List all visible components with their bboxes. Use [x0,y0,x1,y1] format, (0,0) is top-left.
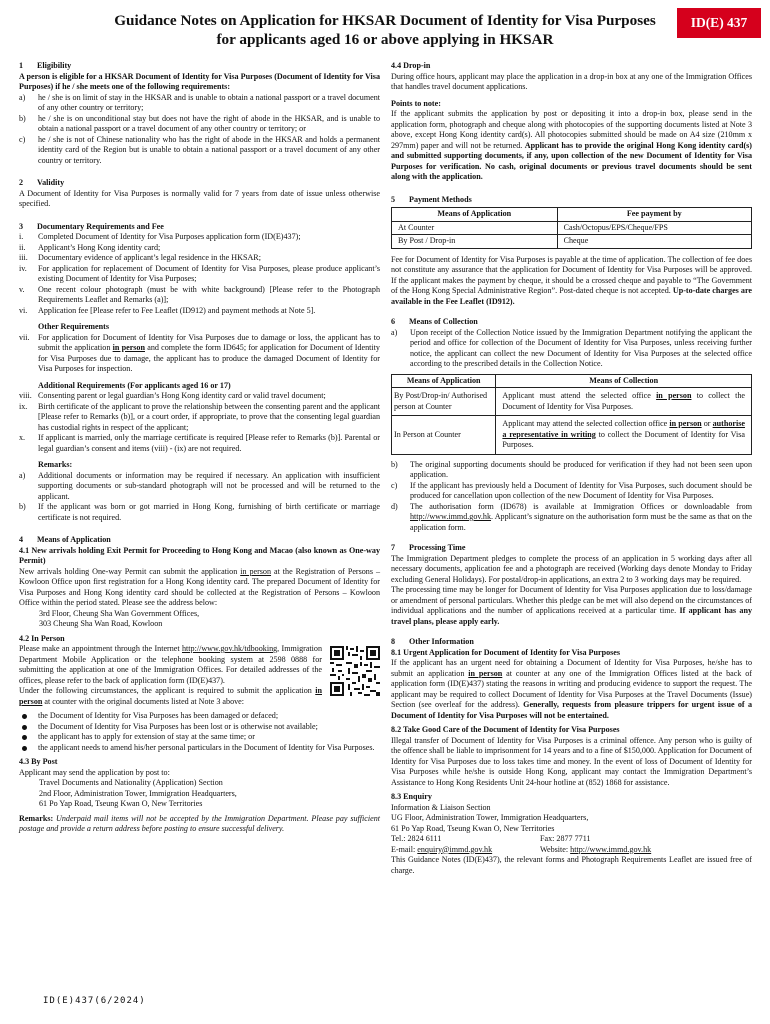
address-line: 2nd Floor, Administration Tower, Immigration Headquarters, [39,788,237,798]
address-line: 303 Cheung Sha Wan Road, Kowloon [39,619,163,628]
page-title [95,11,675,49]
telephone: Tel.: 2824 6111 [391,834,442,843]
list-item: x. If applicant is married, only the marriage certificate is required [Please refer to Remarks (b)]. Parental or legal guardian’s consent and items (viii) - (ix) are not required. [19,433,380,453]
form-code-badge: ID(E) 437 [677,8,761,38]
table-cell: Applicant may attend the selected collection office in person or authorise a representative in writing to collect the Document of Identity for Visa Purposes. [496,416,752,455]
list-item: a) Additional documents or information may be required if necessary. An application with insufficient supporting documents or sub-standard photograph will not be processed and will be returned to the applicant. [19,470,380,501]
list-item: a) he / she is on limit of stay in the HKSAR and is unable to obtain a national passport or a travel document of any other country or territory; [19,92,380,112]
section-means-of-application: 4 Means of Application 4.1 New arrivals holding Exit Permit for Proceeding to Hong Kong and Macao (also known as One-way Permit) New arrivals holding One-way Permit can submit the application in person at the Registration of Persons – Kowloon Office upon first registration for a Hong Kong identity card. The prepared Document of Identity for Visa Purposes and Hong Kong identity card should be collected at the Registration of Persons – Kowloon Office within the period stated. Please see the address below: 3rd Floor, Cheung Sha Wan Government Offices, 303 Cheung Sha Wan Road, Kowloon 4.2 In Person Please make an appointment through the Internet http://www.gov.hk/tdbooking, Immigration Department Mobile Application or the telephone booking system at 2598 0888 for submitting the application at one of the Immigration Offices. For detailed addresses of the offices, please refer to the back of application form (ID(E)437). Under the following circumstances, the applicant is required to submit the application in person at counter with the original documents listed at Note 3 above: the Document of Identity for Visa Purposes has been damaged or defaced; the Document of Identity for Visa Purposes has been lost or is otherwise not available; the applicant has to apply for extension of stay at the same time; or the applicant needs to amend his/her personal particulars in the Document of Identity for Visa Purposes. 4.3 By Post Applicant may send the application by post to: Travel Documents and Nationality (Application) Section 2nd Floor, Administration Tower, Immigration Headquarters, 61 Po Yap Road, Tseung Kwan O, New Territories Remarks: Underpaid mail items will not be accepted by the Immigration Department. Please pay sufficient postage and provide a return address before posting to ensure successful delivery. [19,535,380,833]
other-requirements-heading: Other Requirements [38,322,109,331]
list-item: ii. Applicant’s Hong Kong identity card; [19,242,161,252]
table-row [392,235,752,249]
list-item: v. One recent colour photograph (must be with white background) [Please refer to the Photograph Requirements Leaflet and Remarks (a)]; [19,284,380,304]
list-item: a) Upon receipt of the Collection Notice issued by the Immigration Department notifying the applicant the period and office for collection of the Document of Identity for Visa Purposes, unless receiving further notice, the applicant can collect the new Document of Identity for Visa Purposes at the selected office according to the prescribed details in the Collection Notice. [391,327,752,368]
right-column [391,61,752,876]
section-heading: Processing Time [409,543,466,552]
list-item: iv. For application for replacement of Document of Identity for Visa Purposes, please produce applicant’s existing Document of Identity for Visa Purposes; [19,263,380,283]
table-cell: Cash/Octopus/EPS/Cheque/FPS [557,221,751,235]
additional-requirements-heading: Additional Requirements (For applicants aged 16 or 17) [38,380,231,390]
list-item: iii. Documentary evidence of applicant’s legal residence in the HKSAR; [19,253,261,262]
subsection-heading: 4.3 By Post [19,757,58,766]
table-cell: By Post / Drop-in [392,235,558,249]
section-other-information: 8 Other Information 8.1 Urgent Application for Document of Identity for Visa Purposes If the applicant has an urgent need for obtaining a Document of Identity for Visa Purposes, he/she has to submit an application in person at counter at any one of the Immigration Offices listed at the back of application form (ID(E)437) stating the reasons in writing and producing evidence to support the request. The applicant may be required to collect Document of Identity for Visa Purposes at the Travel Documents (Issue) Section (see overleaf for the address). Generally, requests from pleasure trippers for urgent issue of a Document of Identity for Visa Purposes will not be entertained. 8.2 Take Good Care of the Document of Identity for Visa Purposes Illegal transfer of Document of Identity for Visa Purposes is a criminal offence. Any person who is guilty of the offence shall be liable to imprisonment for 14 years and to a fine of $150,000. Application for Document of Identity for Visa Purposes due to loss takes time and money. In the event of loss of Document of Identity for Visa Purposes while he/she is outside Hong Kong, applicant may contact the Immigration Department’s Assistance to Hong Kong Residents Unit 24-hour hotline at (852) 1868 for assistance. 8.3 Enquiry Information & Liaison Section UG Floor, Administration Tower, Immigration Headquarters, 61 Po Yap Road, Tseung Kwan O, New Territories Tel.: 2824 6111 Fax: 2877 7711 E-mail: enquiry@immd.gov.hk Website: http://www.immd.gov.hk This Guidance Notes (ID(E)437), the relevant forms and Photograph Requirements Leaflet are issued free of charge. [391,637,753,875]
table-header: Fee payment by [557,208,751,222]
section-validity: 2 Validity A Document of Identity for Visa Purposes is normally valid for 7 years from date of issue unless otherwise specified. [19,178,380,208]
section-means-of-collection: 6 Means of Collection a) Upon receipt of the Collection Notice issued by the Immigration Department notifying the applicant the period and office for collection of the Document of Identity for Visa Purposes, unless receiving further notice, the applicant can collect the new Document of Identity for Visa Purposes at the selected office according to the prescribed details in the Collection Notice. Means of Application Means of Collection By Post/Drop-in/ Authorised person at Counter Applicant must attend the selected office in person to collect the Document of Identity for Visa Purposes. In Person at Counter Applicant may attend the selected collection office in person or authorise a representative in writing to collect the Document of Identity for Visa Purposes. b) The original supporting documents should be produced for verification if they had not been seen upon application. c) If the applicant has previously held a Document of Identity for Visa Purposes, such document should be produced for cancellation upon collection of the new Document of Identity for Visa Purposes. d) The authorisation form (ID678) is available at Immigration Offices or downloadable from http://www.immd.gov.hk. Applicant’s signature on the authorisation form must be the same as that on the application form. [391,317,752,532]
email-link[interactable]: enquiry@immd.gov.hk [417,844,493,854]
section-heading: Means of Collection [409,317,478,326]
qr-code-icon [330,646,380,696]
collection-table [391,374,752,455]
list-item: vi. Application fee [Please refer to Fee Leaflet (ID912) and payment methods at Note 5]. [19,305,316,315]
tdbooking-link[interactable]: http://www.gov.hk/tdbooking [181,644,278,653]
list-item: c) If the applicant has previously held a Document of Identity for Visa Purposes, such document should be produced for cancellation upon collection of the new Document of Identity for Visa Purposes. [391,480,752,500]
left-column [19,61,380,835]
list-item: the Document of Identity for Visa Purposes has been damaged or defaced; [19,711,380,722]
table-row [392,416,752,455]
section-heading: Other Information [409,637,474,646]
list-item: b) The original supporting documents should be produced for verification if they had not been seen upon application. [391,459,752,479]
list-item: d) The authorisation form (ID678) is available at Immigration Offices or downloadable from http://www.immd.gov.hk. Applicant’s signature on the authorisation form must be the same as that on the application form. [391,501,752,532]
list-item: vii. For application for Document of Identity for Visa Purposes due to damage or loss, the applicant has to submit the application in person and complete the form ID645; for application for Document of Identity for Visa Purposes due to damage, the applicant has to produce the damaged Document of Identity for Visa Purposes for inspection. [19,332,380,373]
table-cell: In Person at Counter [392,416,496,455]
subsection-heading: 8.2 Take Good Care of the Document of Identity for Visa Purposes [391,725,620,734]
table-header: Means of Collection [496,374,752,388]
bullet-icon [22,746,27,751]
section-drop-in: 4.4 Drop-in During office hours, applicant may place the application in a drop-in box at any one of the Immigration Offices that handles travel document applications. Points to note: If the applicant submits the application by post or depositing it into a drop-in box, please send in the application form, photograph and cheque along with photocopies of the supporting documents listed at Note 3 above, except Hong Kong identity card(s). All photocopies submitted should be made on A4 size (210mm x 297mm) paper and will not be returned. Applicant has to provide the original Hong Kong identity card(s) and submitted supporting documents, if any, upon collection of the new Document of Identity for Visa Purposes for verification. No cash, original documents or previous travel documents should be sent along with the application. [391,61,753,181]
subsection-heading: 4.1 New arrivals holding Exit Permit for Proceeding to Hong Kong and Macao (also known as One-way Permit) [19,545,380,565]
section-documentary-requirements: 3 Documentary Requirements and Fee i. Completed Document of Identity for Visa Purposes application form (ID(E)437); ii. Applicant’s Hong Kong identity card; iii. Documentary evidence of applicant’s legal residence in the HKSAR; iv. For application for replacement of Document of Identity for Visa Purposes, please produce applicant’s existing Document of Identity for Visa Purposes; v. One recent colour photograph (must be with white background) [Please refer to the Photograph Requirements Leaflet and Remarks (a)]; vi. Application fee [Please refer to Fee Leaflet (ID912) and payment methods at Note 5]. Other Requirements vii. For application for Document of Identity for Visa Purposes due to damage or loss, the applicant has to submit the application in person and complete the form ID645; for application for Document of Identity for Visa Purposes due to damage, the applicant has to produce the damaged Document of Identity for Visa Purposes for inspection. Additional Requirements (For applicants aged 16 or 17) viii. Consenting parent or legal guardian’s Hong Kong identity card or valid travel document; ix. Birth certificate of the applicant to prove the relationship between the consenting parent and the applicant [Please refer to Remarks (b)], or a court order, if appropriate, to prove that the consenting legal guardian has custodial rights in respect of the applicant; x. If applicant is married, only the marriage certificate is required [Please refer to Remarks (b)]. Parental or legal guardian’s consent and items (viii) - (ix) are not required. Remarks: a) Additional documents or information may be required if necessary. An application with insufficient supporting documents or sub-standard photograph will not be processed and will be returned to the applicant. b) If the applicant was born or got married in Hong Kong, furnishing of birth certificate or marriage certificate is not required. [19,221,380,522]
fax: Fax: 2877 7711 [540,834,591,843]
list-item: c) he / she is not of Chinese nationality who has the right of abode in the HKSAR and holds a permanent identity card of the Region but is unable to obtain a national passport or a travel document of any other country or territory. [19,134,380,165]
list-item: the applicant needs to amend his/her personal particulars in the Document of Identity for Visa Purposes. [19,743,380,754]
section-heading: Eligibility [37,61,72,70]
address-line: 3rd Floor, Cheung Sha Wan Government Offices, [39,608,200,618]
title-line-1: Guidance Notes on Application for HKSAR Document of Identity for Visa Purposes [114,12,656,29]
table-row [392,388,752,416]
table-header: Means of Application [392,208,558,222]
list-item: b) If the applicant was born or got married in Hong Kong, furnishing of birth certificate or marriage certificate is not required. [19,502,380,522]
eligibility-intro: A person is eligible for a HKSAR Document of Identity for Visa Purposes (Document of Identity for Visa Purposes) if he / she meets one of the following requirements: [19,71,380,91]
list-item: the Document of Identity for Visa Purposes has been lost or is otherwise not available; [19,722,380,733]
email-website-line: E-mail: enquiry@immd.gov.hk Website: http://www.immd.gov.hk [391,844,652,854]
list-item: ix. Birth certificate of the applicant to prove the relationship between the consenting parent and the applicant [Please refer to Remarks (b)], or a court order, if appropriate, to prove that the consenting legal guardian has custodial rights in respect of the applicant; [19,401,380,432]
table-row [392,221,752,235]
section-heading: Documentary Requirements and Fee [37,221,164,231]
list-item: i. Completed Document of Identity for Visa Purposes application form (ID(E)437); [19,232,301,241]
immd-website-link[interactable]: http://www.immd.gov.hk [410,512,492,521]
table-cell: Cheque [557,235,751,249]
section-heading: Validity [37,178,65,187]
subsection-heading: 4.2 In Person [19,633,65,643]
footer-form-code: ID(E)437(6/2024) [43,996,146,1006]
table-cell: Applicant must attend the selected office in person to collect the Document of Identity for Visa Purposes. [496,388,752,416]
bullet-icon [22,735,27,740]
bullet-icon [22,725,27,730]
address-line: Travel Documents and Nationality (Application) Section [39,778,223,787]
payment-methods-table [391,207,752,249]
postal-remarks: Remarks: Underpaid mail items will not be accepted by the Immigration Department. Please pay sufficient postage and provide a return address before posting to ensure successful delivery. [19,813,380,833]
address-line: 61 Po Yap Road, Tseung Kwan O, New Territories [39,799,203,808]
website-link[interactable]: http://www.immd.gov.hk [570,844,652,854]
section-heading: Means of Application [37,535,111,544]
remarks-heading: Remarks: [38,460,73,469]
table-cell: By Post/Drop-in/ Authorised person at Counter [392,388,496,416]
table-cell: At Counter [392,221,558,235]
section-processing-time: 7 Processing Time The Immigration Department pledges to complete the process of an application in 5 working days after all necessary documents, application fee and a photograph are received (Working days denote Monday to Friday excluding General Holidays). For postal/drop-in applications, an extra 2 to 3 working days may be required. The processing time may be longer for Document of Identity for Visa Purposes application due to loss/damage or amendment of personal particulars. Whether this pledge can be met will also depend on the circumstances of individual applications and the number of applications received at a particular time. If applicant has any travel plans, please apply early. [391,543,753,626]
subsection-heading: 8.1 Urgent Application for Document of Identity for Visa Purposes [391,647,621,657]
subsection-heading: 8.3 Enquiry [391,792,432,801]
points-to-note-heading: Points to note: [391,98,441,108]
table-header-row [392,208,752,222]
title-line-2: for applicants aged 16 or above applying in HKSAR [216,31,554,48]
list-item: the applicant has to apply for extension of stay at the same time; or [19,732,380,743]
section-heading: Payment Methods [409,194,472,204]
section-payment-methods: 5 Payment Methods Means of Application Fee payment by At Counter Cash/Octopus/EPS/Cheque/FPS By Post / Drop-in Cheque Fee for Document of Identity for Visa Purposes is payable at the time of application. The collection of fee does not constitute any assurance that the application for Document of Identity for Visa Purposes will be approved. If the applicant makes the payment by cheque, it should be a crossed cheque and payable to “The Government of the Hong Kong Special Administrative Region”. Post-dated cheque is not accepted. Up-to-date charges are available in the Fee Leaflet (ID912). [391,194,752,306]
tel-fax-line [391,834,752,845]
section-eligibility: 1 Eligibility A person is eligible for a HKSAR Document of Identity for Visa Purposes (Document of Identity for Visa Purposes) if he / she meets one of the following requirements: a) he / she is on limit of stay in the HKSAR and is unable to obtain a national passport or a travel document of any other country or territory; b) he / she is on unconditional stay but does not have the right of abode in the HKSAR, and is unable to obtain a national passport or a travel document of any other country or territory; or c) he / she is not of Chinese nationality who has the right of abode in the HKSAR and holds a permanent identity card of the Region but is unable to obtain a national passport or a travel document of any other country or territory. [19,61,380,165]
subsection-heading: 4.4 Drop-in [391,61,431,70]
list-item: b) he / she is on unconditional stay but does not have the right of abode in the HKSAR, and is unable to obtain a national passport or a travel document of any other country or territory; or [19,113,380,133]
table-header-row [392,374,752,388]
bullet-icon [22,714,27,719]
list-item: viii. Consenting parent or legal guardian’s Hong Kong identity card or valid travel document; [19,391,326,400]
table-header: Means of Application [392,374,496,388]
